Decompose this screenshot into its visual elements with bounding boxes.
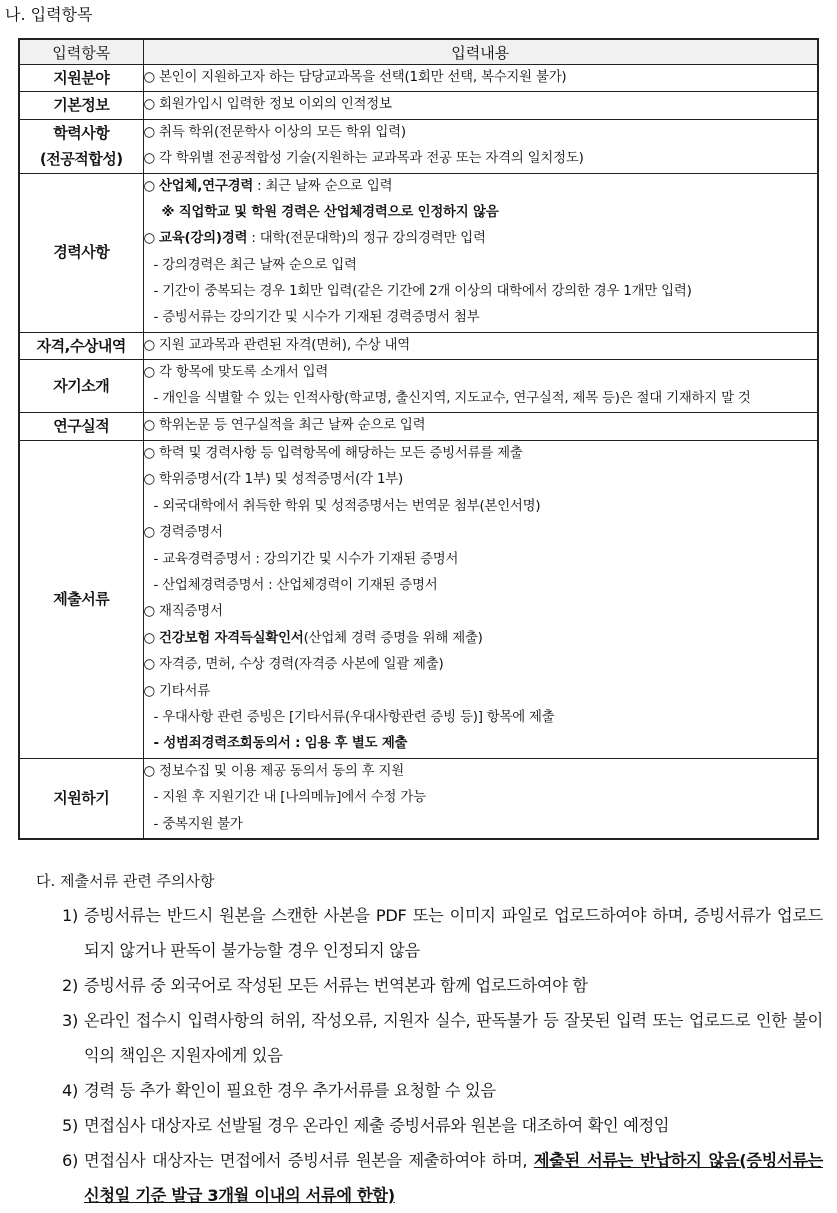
row-label: 자기소개 <box>19 360 143 413</box>
line-text: : 대학(전문대학)의 정규 강의경력만 입력 <box>247 231 486 247</box>
content-line: - 중복지원 불가 <box>153 816 243 832</box>
note-text <box>84 1143 823 1213</box>
content-line: ○ 자격증, 면허, 수상 경력(자격증 사본에 일괄 제출) <box>143 657 444 673</box>
note-number: 4) <box>61 1081 78 1100</box>
note-text-underlined: 제출된 서류는 반납하지 않음(증빙서류는 신청일 기준 발급 3개월 이내의 서류에 한함) <box>84 1151 823 1205</box>
content-line: ○ 각 학위별 전공적합성 기술(지원하는 교과목과 전공 또는 자격의 일치정도) <box>143 151 584 167</box>
row-basic-info <box>19 92 818 119</box>
content-line: ○ 각 항목에 맞도록 소개서 입력 <box>143 365 329 381</box>
content-line: ○ 학위논문 등 연구실적을 최근 날짜 순으로 입력 <box>143 418 426 434</box>
note-text: 면접심사 대상자로 선발될 경우 온라인 제출 증빙서류와 원본을 대조하여 확인 예정임 <box>84 1116 670 1135</box>
note-number: 6) <box>61 1151 78 1170</box>
section-title: 나. 입력항목 <box>5 5 93 24</box>
content-line: ○ 취득 학위(전문학사 이상의 모든 학위 입력) <box>143 124 406 140</box>
row-documents <box>19 440 818 758</box>
bold-term: 건강보험 자격득실확인서 <box>159 630 304 646</box>
row-label-sub: (전공적합성) <box>39 150 123 169</box>
line-text: (산업체 경력 증명을 위해 제출) <box>303 630 483 646</box>
note-text: 경력 등 추가 확인이 필요한 경우 추가서류를 요청할 수 있음 <box>84 1081 496 1100</box>
content-line: - 성범죄경력조회동의서 : 임용 후 별도 제출 <box>153 736 408 752</box>
row-content <box>143 360 818 413</box>
row-content <box>143 758 818 839</box>
row-content <box>143 65 818 92</box>
content-line: ※ 직업학교 및 학원 경력은 산업체경력으로 인정하지 않음 <box>161 205 499 221</box>
row-apply <box>19 758 818 839</box>
notes-title: 다. 제출서류 관련 주의사항 <box>36 872 215 890</box>
row-label: 지원분야 <box>19 65 143 92</box>
row-content <box>143 173 818 332</box>
content-line: ○ 학력 및 경력사항 등 입력항목에 해당하는 모든 증빙서류를 제출 <box>143 445 523 461</box>
note-text: 증빙서류 중 외국어로 작성된 모든 서류는 번역본과 함께 업로드하여야 함 <box>84 976 588 995</box>
content-line: ○ 지원 교과목과 관련된 자격(면허), 수상 내역 <box>143 337 410 353</box>
note-number: 5) <box>61 1116 78 1135</box>
row-education <box>19 119 818 173</box>
content-line: ○ 기타서류 <box>143 683 210 699</box>
row-research <box>19 413 818 440</box>
row-content <box>143 92 818 119</box>
bullet: ○ <box>143 231 160 247</box>
row-content <box>143 440 818 758</box>
row-label: 자격,수상내역 <box>19 332 143 359</box>
notes-list <box>40 898 823 1213</box>
row-label-main: 학력사항 <box>53 123 110 142</box>
list-item <box>40 898 823 968</box>
note-number: 2) <box>61 976 78 995</box>
content-line <box>144 226 818 252</box>
bold-term: 산업체,연구경력 <box>159 178 254 194</box>
row-label: 연구실적 <box>19 413 143 440</box>
list-item <box>40 968 823 1003</box>
content-line: - 개인을 식별할 수 있는 인적사항(학교명, 출신지역, 지도교수, 연구실적, 제목 등)은 절대 기재하지 말 것 <box>153 391 751 407</box>
content-line: - 강의경력은 최근 날짜 순으로 입력 <box>153 257 357 273</box>
content-line: ○ 회원가입시 입력한 정보 이외의 인적정보 <box>143 97 392 113</box>
bullet: ○ <box>143 630 160 646</box>
content-line: - 우대사항 관련 증빙은 [기타서류(우대사항관련 증빙 등)] 항목에 제출 <box>153 709 555 725</box>
row-content <box>143 119 818 173</box>
row-label: 지원하기 <box>19 758 143 839</box>
row-label <box>19 119 143 173</box>
list-item <box>40 1143 823 1213</box>
list-item <box>40 1108 823 1143</box>
content-line <box>144 626 818 652</box>
content-line: - 지원 후 지원기간 내 [나의메뉴]에서 수정 가능 <box>153 790 426 806</box>
list-item <box>40 1003 823 1073</box>
content-line: ○ 경력증명서 <box>143 525 223 541</box>
line-text: : 최근 날짜 순으로 입력 <box>253 178 393 194</box>
input-items-table <box>18 38 819 840</box>
note-text: 증빙서류는 반드시 원본을 스캔한 사본을 PDF 또는 이미지 파일로 업로드하여야 하며, 증빙서류가 업로드 되지 않거나 판독이 불가능할 경우 인정되지 않음 <box>84 906 823 960</box>
bold-term: 교육(강의)경력 <box>159 231 248 247</box>
row-career <box>19 173 818 332</box>
content-line: - 교육경력증명서 : 강의기간 및 시수가 기재된 증명서 <box>153 551 459 567</box>
table-header-row <box>19 39 818 65</box>
content-line <box>144 174 818 200</box>
content-line: ○ 본인이 지원하고자 하는 담당교과목을 선택(1회만 선택, 복수지원 불가) <box>143 70 567 85</box>
note-number: 1) <box>61 906 78 925</box>
note-number: 3) <box>61 1011 78 1030</box>
row-label: 제출서류 <box>19 440 143 758</box>
note-text-plain: 면접심사 대상자는 면접에서 증빙서류 원본을 제출하여야 하며, <box>84 1151 534 1170</box>
content-line: - 외국대학에서 취득한 학위 및 성적증명서는 번역문 첨부(본인서명) <box>153 498 541 514</box>
row-content <box>143 332 818 359</box>
bullet: ○ <box>143 178 160 194</box>
content-line: ○ 학위증명서(각 1부) 및 성적증명서(각 1부) <box>143 472 404 488</box>
content-line: ○ 정보수집 및 이용 제공 동의서 동의 후 지원 <box>143 763 404 779</box>
content-line: - 기간이 중복되는 경우 1회만 입력(같은 기간에 2개 이상의 대학에서 강의한 경우 1개만 입력) <box>153 284 692 300</box>
row-content <box>143 413 818 440</box>
header-content: 입력내용 <box>143 39 818 65</box>
list-item <box>40 1073 823 1108</box>
content-line: ○ 재직증명서 <box>143 604 223 620</box>
row-apply-field <box>19 65 818 92</box>
row-self-intro <box>19 360 818 413</box>
content-line: - 증빙서류는 강의기간 및 시수가 기재된 경력증명서 첨부 <box>153 310 480 326</box>
content-line: - 산업체경력증명서 : 산업체경력이 기재된 증명서 <box>153 577 438 593</box>
header-item: 입력항목 <box>19 39 143 65</box>
note-text: 온라인 접수시 입력사항의 허위, 작성오류, 지원자 실수, 판독불가 등 잘못된 입력 또는 업로드로 인한 불이익의 책임은 지원자에게 있음 <box>84 1011 823 1065</box>
row-license <box>19 332 818 359</box>
row-label: 경력사항 <box>19 173 143 332</box>
row-label: 기본정보 <box>19 92 143 119</box>
